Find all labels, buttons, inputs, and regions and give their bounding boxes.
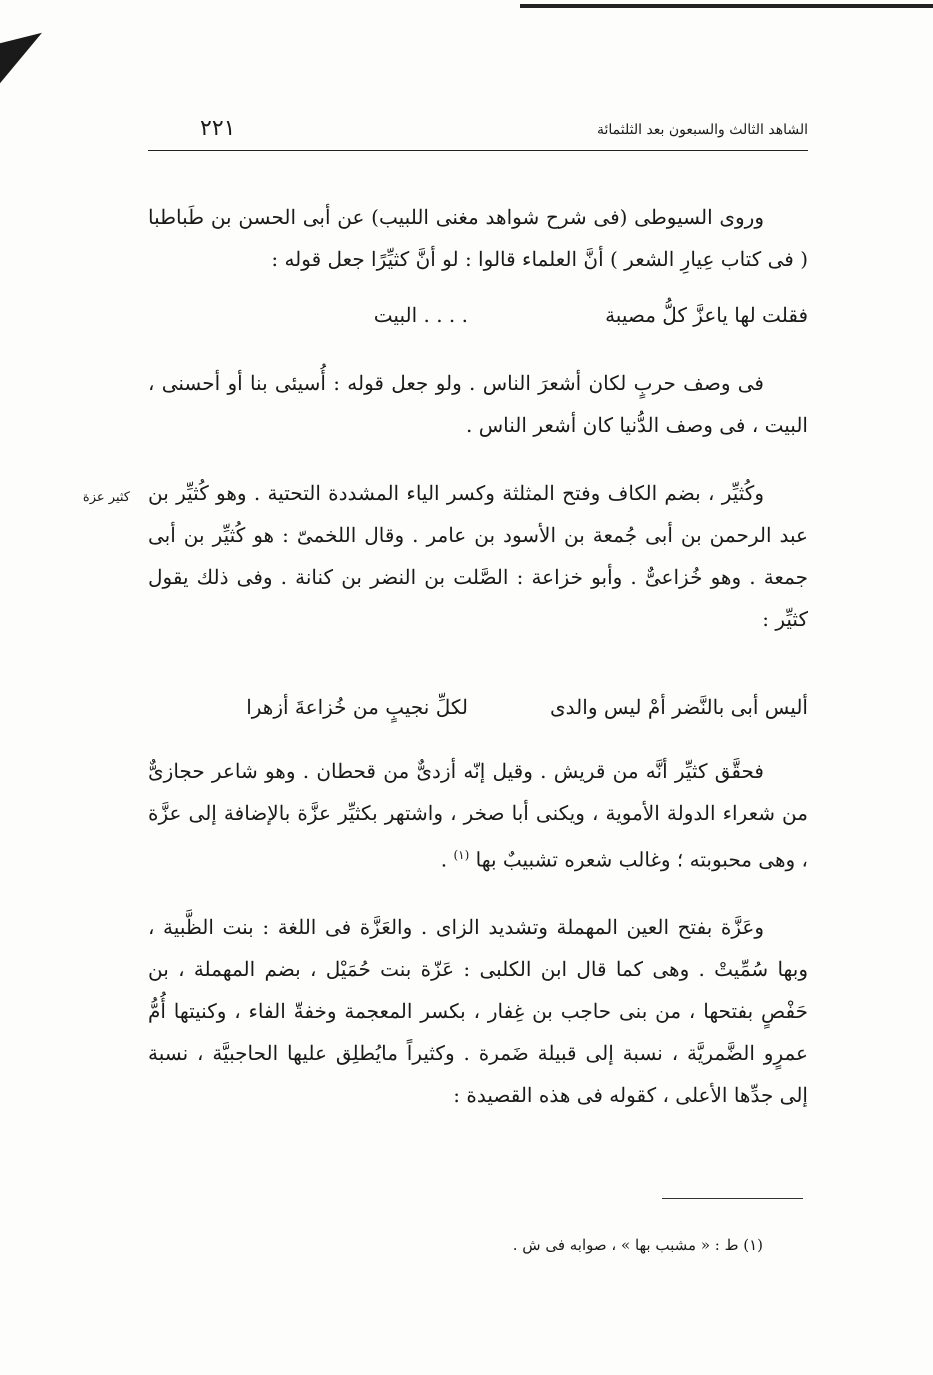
verse-2-second-hemistich: لكلِّ نجيبٍ من خُزاعةَ أزهرا — [246, 695, 468, 719]
margin-note: كثير عزة — [82, 490, 130, 505]
paragraph-2: فى وصف حربٍ لكان أشعرَ الناس . ولو جعل قوله : أُسيئى بنا أو أحسنى ، البيت ، فى وصف الدُّنيا كان أشعر الناس . — [148, 371, 808, 437]
paragraph-4 — [148, 750, 808, 881]
scan-corner-mark — [0, 33, 42, 83]
scan-edge-line — [520, 4, 933, 8]
paragraph-3: وكُثيِّر ، بضم الكاف وفتح المثلثة وكسر الياء المشددة التحتية . وهو كُثيِّر بن عبد الرحمن بن أبى جُمعة بن الأسود بن عامر . وقال اللخمىّ : هو كُثيِّر بن أبى جمعة . وهو خُزاعىٌّ . وأبو خزاعة : الصَّلت بن النضر بن كنانة . وفى ذلك يقول كثيِّر : — [148, 481, 808, 631]
footnote-rule — [662, 1198, 803, 1199]
paragraph-4-end: . — [440, 847, 454, 872]
running-title: الشاهد الثالث والسبعون بعد الثلثمائة — [597, 122, 808, 138]
running-head — [148, 108, 808, 151]
footnote-marker[interactable]: (١) — [453, 848, 470, 862]
verse-1 — [148, 294, 808, 336]
page-body — [148, 108, 808, 1107]
paragraph-5: وعَزَّة بفتح العين المهملة وتشديد الزاى . والعَزَّة فى اللغة : بنت الظَّبية ، وبها سُمِّيتْ . وهى كما قال ابن الكلبى : عَزّة بنت حُمَيْل ، بضم المهملة ، بن حَفْصٍ بفتحها ، من بنى حاجب بن غِفار ، بكسر المعجمة وخفةّ الفاء ، وكنيتها أُمُّ عمرٍو الضَّمريَّة ، نسبة إلى قبيلة ضَمرة . وكثيراً مايُطلِق عليها الحاجبيَّة ، نسبة إلى جدِّها الأعلى ، كقوله فى هذه القصيدة : — [148, 915, 808, 1107]
verse-1-first-hemistich: فقلت لها ياعزَّ كلُّ مصيبة — [605, 303, 808, 327]
page-number: ٢٢١ — [200, 116, 236, 141]
paragraph-4-text: فحقَّق كثيِّر أنَّه من قريش . وقيل إنّه أزدىٌّ من قحطان . وهو شاعر حجازىٌّ من شعراء الدولة الأموية ، ويكنى أبا صخر ، واشتهر بكثيِّر عزَّة بالإضافة إلى عزَّة ، وهى محبوبته ؛ وغالب شعره تشبيبٌ بها — [148, 759, 808, 872]
paragraph-1: وروى السيوطى (فى شرح شواهد مغنى اللبيب) عن أبى الحسن بن طَباطبا ( فى كتاب عِيارِ الشعر ) أنَّ العلماء قالوا : لو أنَّ كثيِّرًا جعل قوله : — [148, 205, 808, 271]
footnote: (١) ط : « مشبب بها » ، صوابه فى ش . — [512, 1236, 763, 1254]
verse-2 — [148, 686, 808, 728]
verse-2-first-hemistich: أليس أبى بالنَّضر أمْ ليس والدى — [550, 695, 808, 719]
verse-1-second-hemistich: . . . . البيت — [373, 303, 468, 327]
